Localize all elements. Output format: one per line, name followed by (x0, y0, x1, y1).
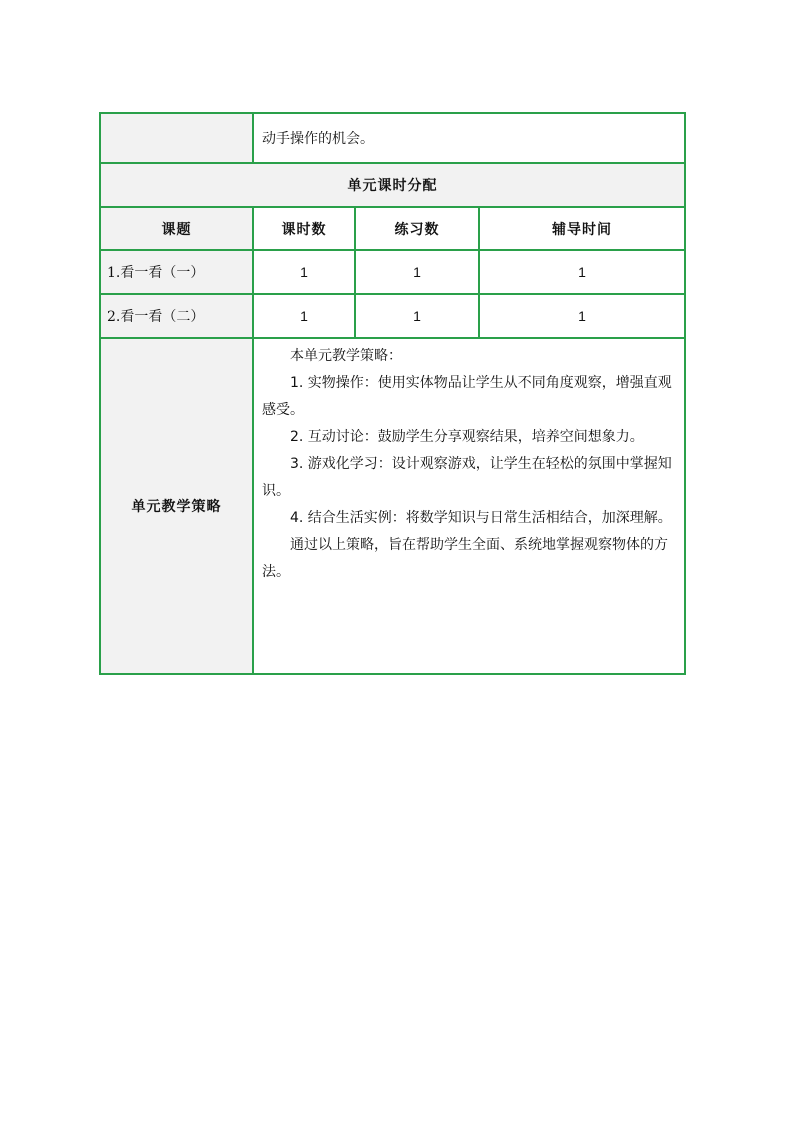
strategy-content (253, 338, 685, 674)
table-row (100, 250, 685, 294)
strategy-row (100, 338, 685, 674)
allocation-header-row (100, 207, 685, 250)
top-row-text: 动手操作的机会。 (253, 113, 685, 163)
header-tutoring-time: 辅导时间 (479, 207, 685, 250)
table-row (100, 294, 685, 338)
strategy-label: 单元教学策略 (100, 338, 253, 674)
tutoring-time-value: 1 (479, 250, 685, 294)
header-lesson: 课题 (100, 207, 253, 250)
exercises-value: 1 (355, 294, 479, 338)
strategy-item: 3. 游戏化学习：设计观察游戏，让学生在轻松的氛围中掌握知识。 (262, 456, 672, 499)
strategy-item: 1. 实物操作：使用实体物品让学生从不同角度观察，增强直观感受。 (262, 375, 672, 418)
lesson-name: 1.看一看（一） (100, 250, 253, 294)
header-exercises: 练习数 (355, 207, 479, 250)
class-hours-value: 1 (253, 294, 355, 338)
strategy-item: 4. 结合生活实例：将数学知识与日常生活相结合，加深理解。 (290, 510, 672, 526)
top-row-label-cell (100, 113, 253, 163)
allocation-title-row (100, 163, 685, 207)
class-hours-value: 1 (253, 250, 355, 294)
strategy-conclusion: 通过以上策略，旨在帮助学生全面、系统地掌握观察物体的方法。 (262, 537, 668, 580)
strategy-item: 2. 互动讨论：鼓励学生分享观察结果，培养空间想象力。 (290, 429, 644, 445)
unit-plan-table (99, 112, 686, 675)
allocation-title: 单元课时分配 (100, 163, 685, 207)
tutoring-time-value: 1 (479, 294, 685, 338)
top-row (100, 113, 685, 163)
exercises-value: 1 (355, 250, 479, 294)
lesson-name: 2.看一看（二） (100, 294, 253, 338)
strategy-intro: 本单元教学策略： (290, 348, 402, 364)
header-class-hours: 课时数 (253, 207, 355, 250)
